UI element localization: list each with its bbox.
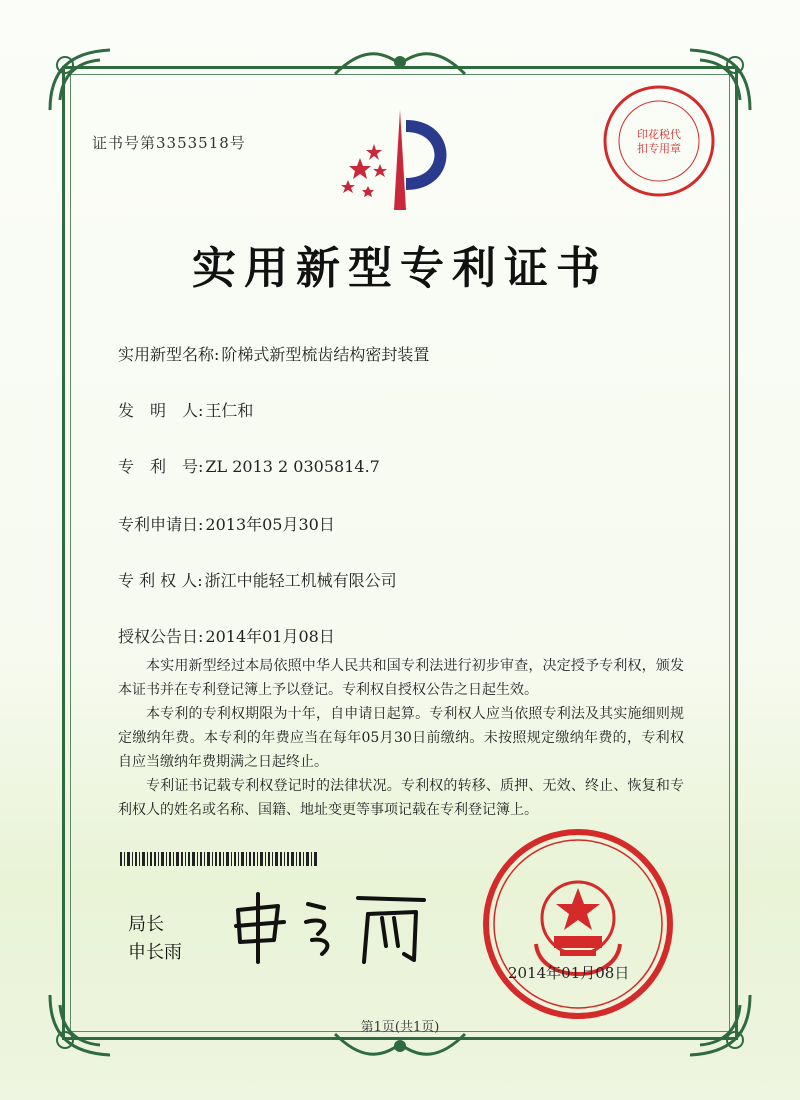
page-number: 第1页(共1页) bbox=[360, 1020, 440, 1035]
field-label: 专 利 号: bbox=[118, 457, 204, 476]
director-signature bbox=[228, 888, 428, 966]
body-paragraph: 本实用新型经过本局依照中华人民共和国专利法进行初步审查，决定授予专利权，颁发本证书并在专利登记簿上予以登记。专利权自授权公告之日起生效。 bbox=[118, 658, 684, 698]
field-inventor bbox=[118, 398, 253, 421]
field-label: 专 利 权 人: bbox=[118, 571, 203, 590]
top-center-ornament bbox=[330, 44, 470, 84]
barcode bbox=[120, 852, 318, 866]
field-value: 王仁和 bbox=[205, 401, 254, 420]
director-title: 局长 bbox=[128, 914, 164, 935]
field-label: 专利申请日: bbox=[118, 515, 204, 534]
field-patent-number bbox=[118, 454, 380, 477]
body-paragraph: 专利证书记载专利权登记时的法律状况。专利权的转移、质押、无效、终止、恢复和专利权人的姓名或名称、国籍、地址变更等事项记载在专利登记簿上。 bbox=[118, 778, 684, 818]
field-value: 2013年05月30日 bbox=[205, 515, 335, 534]
field-utility-model-name bbox=[118, 342, 429, 365]
field-label: 发 明 人: bbox=[118, 401, 204, 420]
field-application-date bbox=[118, 512, 335, 535]
tax-stamp-text: 印花税代扣专用章 bbox=[637, 128, 681, 155]
official-seal bbox=[478, 824, 678, 1024]
certificate-number: 证书号第3353518号 bbox=[92, 134, 246, 152]
field-value: 2014年01月08日 bbox=[205, 627, 335, 646]
certificate-title: 实用新型专利证书 bbox=[192, 243, 608, 294]
corner-ornament-top-left bbox=[40, 40, 130, 120]
field-label: 授权公告日: bbox=[118, 627, 204, 646]
seal-date: 2014年01月08日 bbox=[508, 964, 630, 982]
certificate-body bbox=[118, 654, 684, 822]
field-grant-date bbox=[118, 624, 335, 647]
field-patentee bbox=[118, 568, 397, 591]
field-value: ZL 2013 2 0305814.7 bbox=[205, 457, 380, 476]
body-paragraph: 本专利的专利权期限为十年，自申请日起算。专利权人应当依照专利法及其实施细则规定缴纳年费。本专利的年费应当在每年05月30日前缴纳。未按照规定缴纳年费的，专利权自应当缴纳年费期满之日起终止。 bbox=[118, 706, 684, 770]
patent-office-logo bbox=[340, 100, 470, 220]
field-label: 实用新型名称: bbox=[118, 345, 220, 364]
field-value: 浙江中能轻工机械有限公司 bbox=[204, 571, 397, 590]
field-value: 阶梯式新型梳齿结构密封装置 bbox=[221, 345, 430, 364]
director-name: 申长雨 bbox=[128, 942, 182, 963]
